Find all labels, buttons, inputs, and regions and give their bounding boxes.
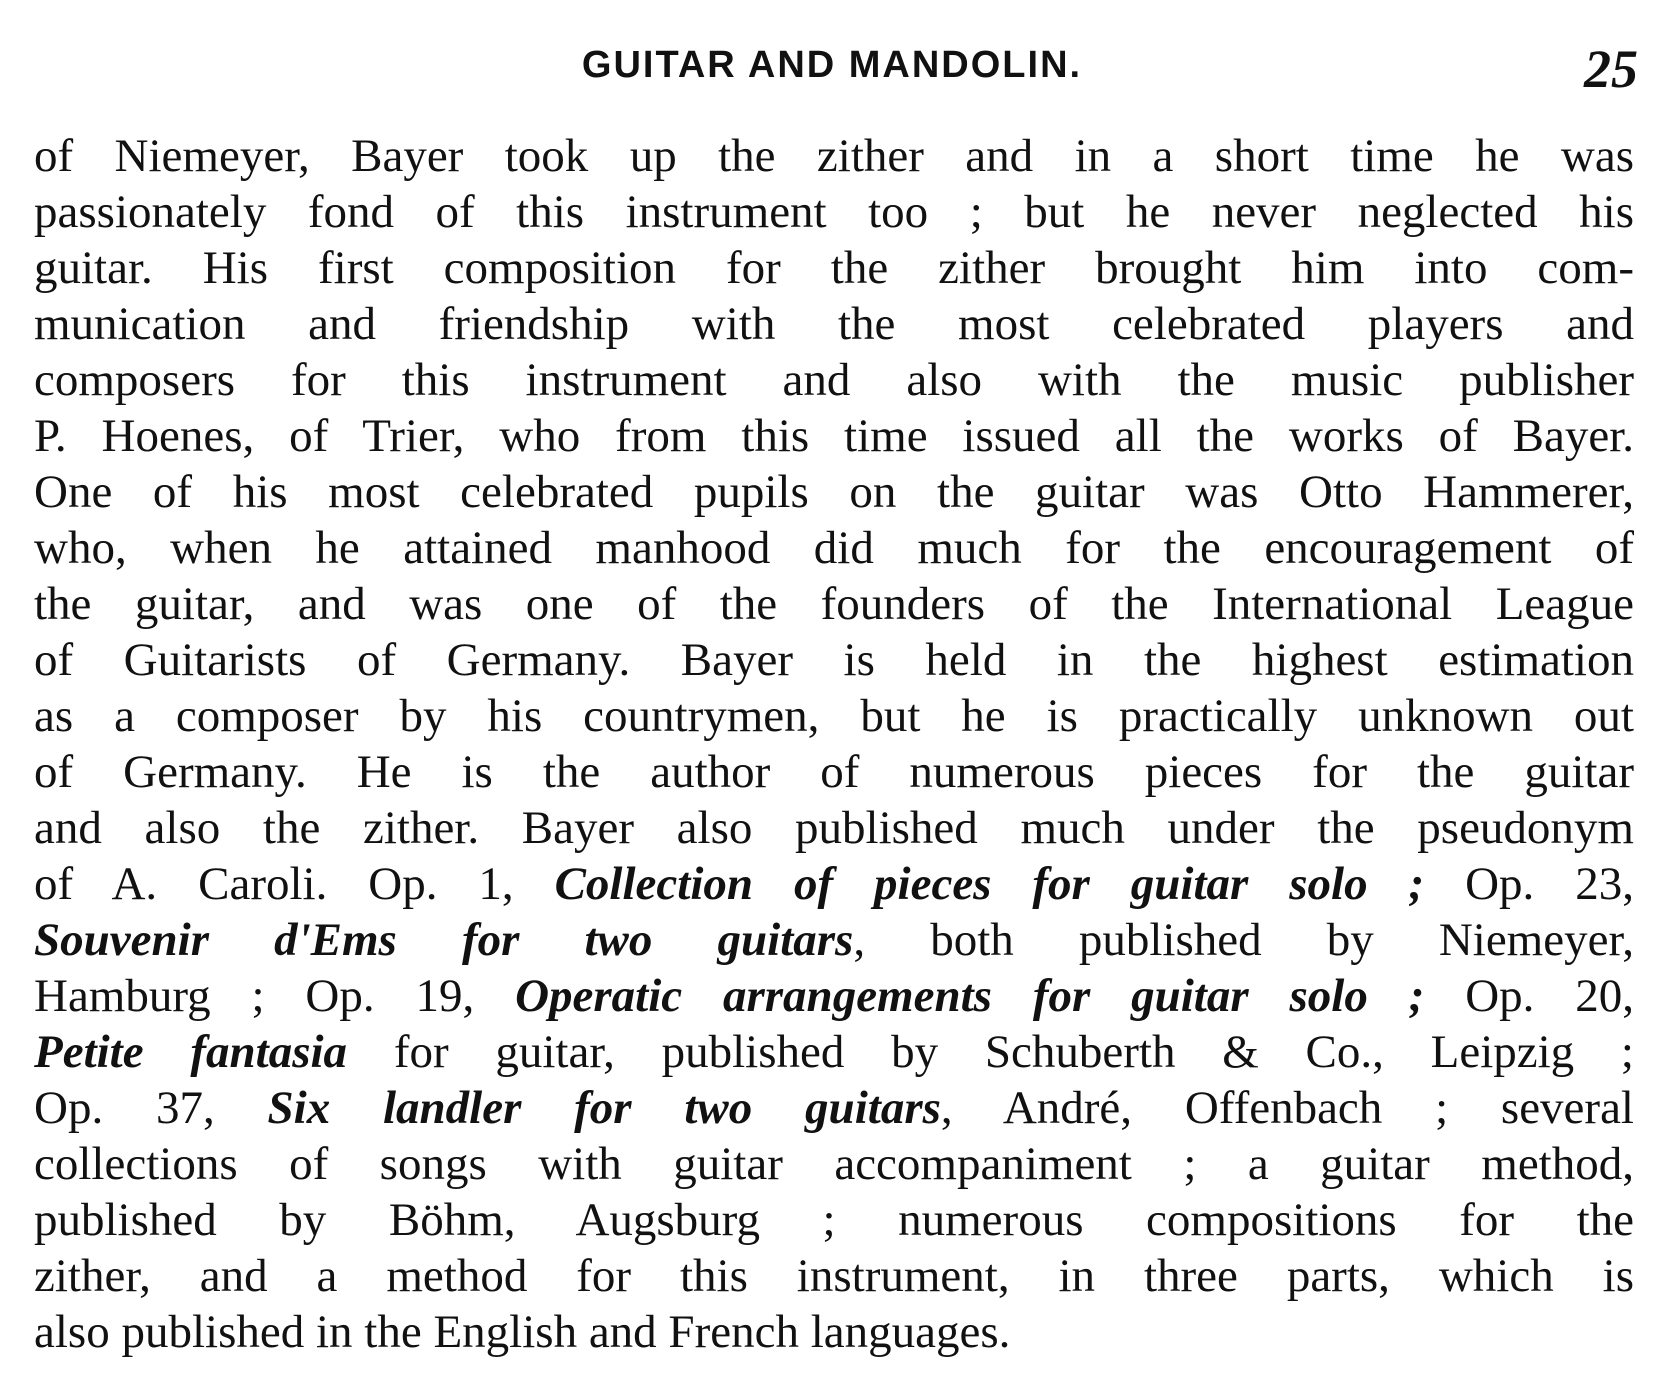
italic-title-span: Six landler for two guitars (267, 1082, 941, 1134)
running-head (0, 38, 1664, 98)
text-span: of Germany. He is the author of numerous pieces for the guitar (34, 746, 1634, 798)
text-span: composers for this instrument and also with the music publisher (34, 354, 1634, 406)
text-line (34, 912, 1634, 968)
text-span: of Guitarists of Germany. Bayer is held in the highest estimation (34, 634, 1634, 686)
text-line (34, 856, 1634, 912)
italic-title-span: Operatic arrangements for guitar solo ; (515, 970, 1425, 1022)
text-span: , both published by Niemeyer, (853, 914, 1634, 966)
text-line (34, 408, 1634, 464)
italic-title-span: Petite fantasia (34, 1026, 348, 1078)
text-line (34, 128, 1634, 184)
text-line (34, 520, 1634, 576)
text-line (34, 968, 1634, 1024)
text-span: guitar. His first composition for the zither brought him into com- (34, 242, 1634, 294)
text-span: P. Hoenes, of Trier, who from this time issued all the works of Bayer. (34, 410, 1634, 462)
text-line (34, 240, 1634, 296)
text-span: of A. Caroli. Op. 1, (34, 858, 555, 910)
text-line (34, 800, 1634, 856)
text-span: passionately fond of this instrument too ; but he never neglected his (34, 186, 1634, 238)
text-line (34, 632, 1634, 688)
text-line (34, 464, 1634, 520)
text-span: who, when he attained manhood did much for the encouragement of (34, 522, 1634, 574)
page-number: 25 (1584, 39, 1638, 99)
text-span: as a composer by his countrymen, but he is practically unknown out (34, 690, 1634, 742)
running-title: GUITAR AND MANDOLIN. (581, 44, 1083, 86)
text-span: and also the zither. Bayer also published much under the pseudonym (34, 802, 1634, 854)
text-line (34, 1080, 1634, 1136)
italic-title-span: Souvenir d'Ems for two guitars (34, 914, 854, 966)
text-span: of Niemeyer, Bayer took up the zither and in a short time he was (34, 130, 1634, 182)
text-line (34, 1304, 1634, 1360)
text-line (34, 184, 1634, 240)
text-span: for guitar, published by Schuberth & Co., Leipzig ; (347, 1026, 1634, 1078)
text-line (34, 744, 1634, 800)
text-span: One of his most celebrated pupils on the guitar was Otto Hammerer, (34, 466, 1634, 518)
text-span: collections of songs with guitar accompaniment ; a guitar method, (34, 1138, 1634, 1190)
body-paragraph (34, 128, 1634, 1360)
text-line (34, 1248, 1634, 1304)
text-line (34, 1136, 1634, 1192)
text-span: also published in the English and French languages. (34, 1306, 1011, 1358)
text-span: zither, and a method for this instrument, in three parts, which is (34, 1250, 1634, 1302)
text-line (34, 296, 1634, 352)
text-span: Op. 37, (34, 1082, 268, 1134)
text-span: , André, Offenbach ; several (940, 1082, 1634, 1134)
text-span: Op. 23, (1424, 858, 1634, 910)
text-span: Hamburg ; Op. 19, (34, 970, 516, 1022)
text-line (34, 688, 1634, 744)
text-line (34, 576, 1634, 632)
text-line (34, 1024, 1634, 1080)
text-span: published by Böhm, Augsburg ; numerous compositions for the (34, 1194, 1634, 1246)
text-span: munication and friendship with the most celebrated players and (34, 298, 1634, 350)
text-span: Op. 20, (1424, 970, 1634, 1022)
text-span: the guitar, and was one of the founders of the International League (34, 578, 1634, 630)
text-line (34, 352, 1634, 408)
italic-title-span: Collection of pieces for guitar solo ; (554, 858, 1425, 910)
text-line (34, 1192, 1634, 1248)
